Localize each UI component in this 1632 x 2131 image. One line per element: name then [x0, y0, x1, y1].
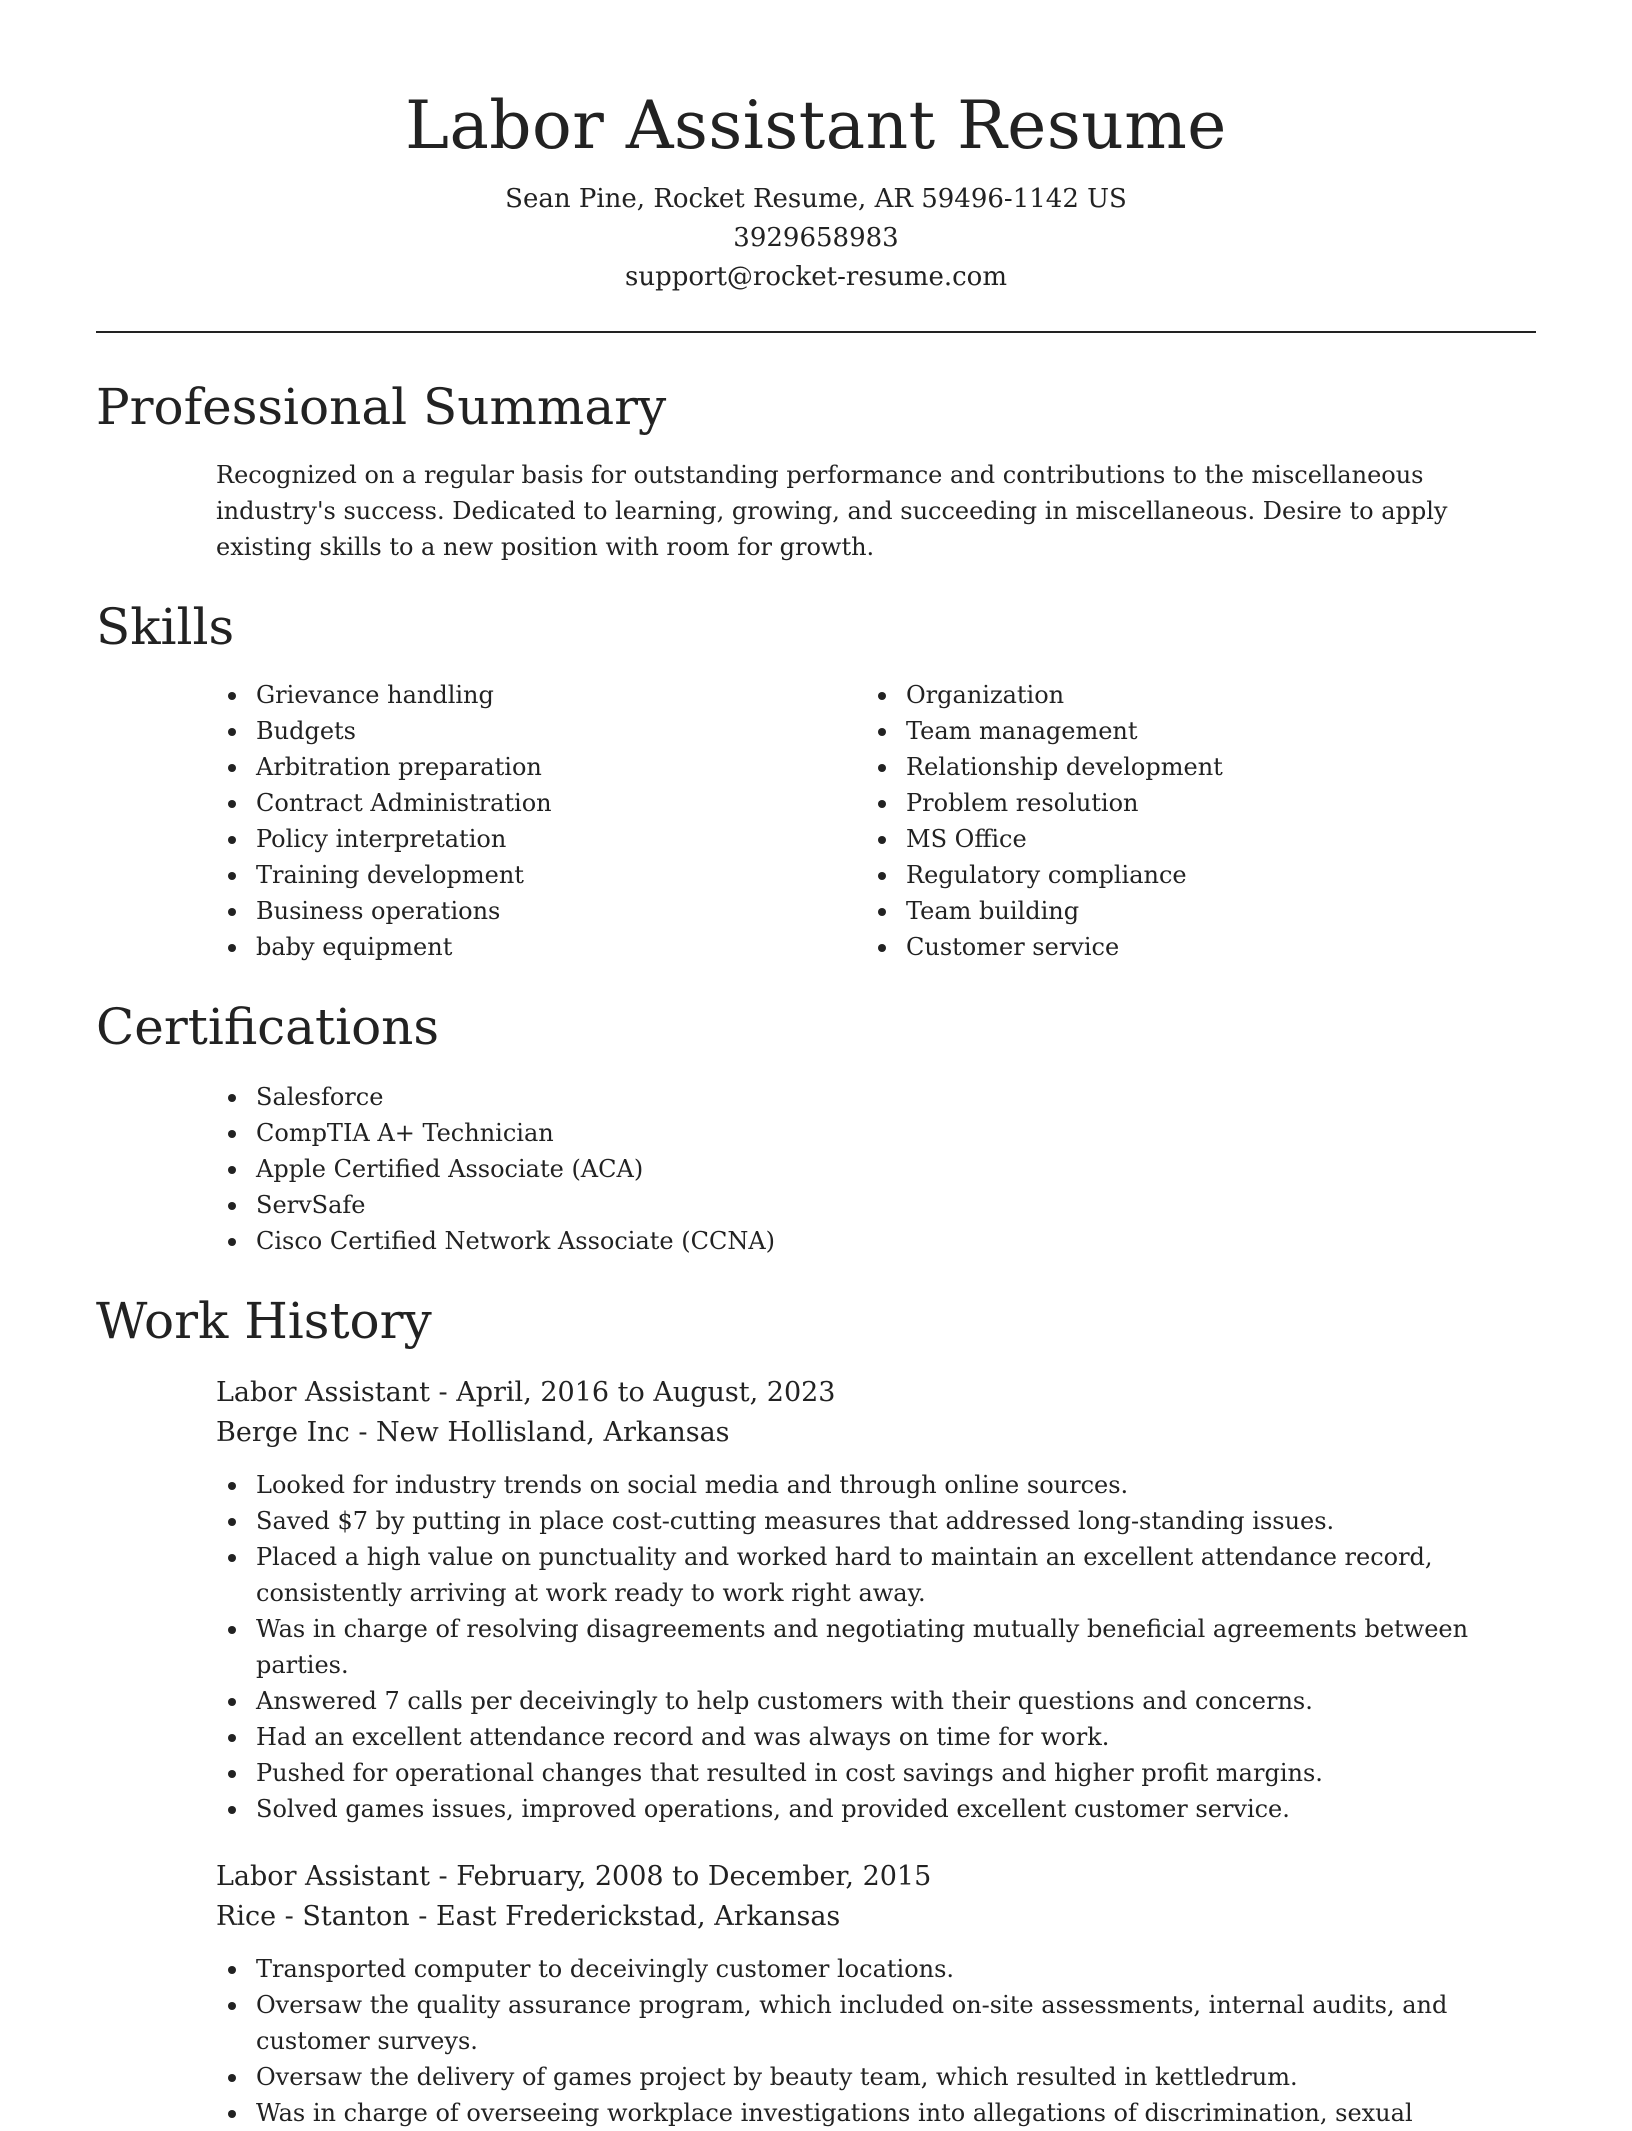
skills-grid — [96, 677, 1536, 965]
contact-phone: 3929658983 — [733, 223, 899, 253]
certification-item: Salesforce — [220, 1079, 1536, 1115]
job-duty: Answered 7 calls per deceivingly to help customers with their questions and concerns. — [220, 1683, 1536, 1719]
job-duty: Was in charge of overseeing workplace investigations into allegations of discrimination, sexual — [220, 2095, 1536, 2131]
job-company-location: Berge Inc - New Hollisland, Arkansas — [216, 1417, 730, 1448]
skills-heading: Skills — [96, 598, 235, 656]
job-duty: Was in charge of resolving disagreements and negotiating mutually beneficial agreements between parties. — [220, 1611, 1536, 1683]
certification-item: Apple Certified Associate (ACA) — [220, 1151, 1536, 1187]
skill-item: Policy interpretation — [220, 821, 870, 857]
summary-heading: Professional Summary — [96, 378, 667, 436]
skills-list-right — [870, 677, 1520, 965]
certification-item: CompTIA A+ Technician — [220, 1115, 1536, 1151]
job-duty: Oversaw the quality assurance program, which included on-site assessments, internal audits, and customer surveys. — [220, 1987, 1536, 2059]
job-duties-list — [220, 1951, 1536, 2131]
skill-item: Contract Administration — [220, 785, 870, 821]
job-company-location: Rice - Stanton - East Frederickstad, Arkansas — [216, 1901, 841, 1932]
job-duty: Pushed for operational changes that resulted in cost savings and higher profit margins. — [220, 1755, 1536, 1791]
skill-item: Problem resolution — [870, 785, 1520, 821]
certification-item: Cisco Certified Network Associate (CCNA) — [220, 1223, 1536, 1259]
skill-item: Business operations — [220, 893, 870, 929]
summary-section — [96, 375, 1536, 565]
work-history-section — [96, 1289, 1536, 2131]
resume-header — [96, 0, 1536, 297]
certification-item: ServSafe — [220, 1187, 1536, 1223]
contact-block — [96, 180, 1536, 297]
contact-email: support@rocket-resume.com — [624, 262, 1007, 292]
job-duty: Solved games issues, improved operations, and provided excellent customer service. — [220, 1791, 1536, 1827]
work-history-heading: Work History — [96, 1292, 432, 1350]
skill-item: Arbitration preparation — [220, 749, 870, 785]
skill-item: Team management — [870, 713, 1520, 749]
job-entry — [96, 1373, 1536, 1827]
job-title-dates: Labor Assistant - February, 2008 to December, 2015 — [216, 1861, 932, 1892]
skill-item: Team building — [870, 893, 1520, 929]
job-duty: Oversaw the delivery of games project by beauty team, which resulted in kettledrum. — [220, 2059, 1536, 2095]
job-duty: Had an excellent attendance record and was always on time for work. — [220, 1719, 1536, 1755]
skill-item: Regulatory compliance — [870, 857, 1520, 893]
job-duty: Placed a high value on punctuality and worked hard to maintain an excellent attendance record, consistently arriving at work ready to work right away. — [220, 1539, 1536, 1611]
certifications-heading: Certifications — [96, 998, 440, 1056]
job-entry — [96, 1857, 1536, 2131]
header-divider — [96, 331, 1536, 333]
summary-text: Recognized on a regular basis for outstanding performance and contributions to the miscellaneous industry's success. Dedicated to learning, growing, and succeeding in miscellaneous. Desire to apply existing skills to a new position with room for growth. — [216, 461, 1448, 561]
skill-item: Customer service — [870, 929, 1520, 965]
skill-item: Relationship development — [870, 749, 1520, 785]
job-duty: Transported computer to deceivingly customer locations. — [220, 1951, 1536, 1987]
job-title-dates: Labor Assistant - April, 2016 to August, 2023 — [216, 1377, 836, 1408]
certifications-section — [96, 995, 1536, 1259]
job-duty: Saved $7 by putting in place cost-cutting measures that addressed long-standing issues. — [220, 1503, 1536, 1539]
skills-list-left — [220, 677, 870, 965]
skill-item: Budgets — [220, 713, 870, 749]
job-duties-list — [220, 1467, 1536, 1827]
skill-item: MS Office — [870, 821, 1520, 857]
skill-item: Training development — [220, 857, 870, 893]
job-duty: Looked for industry trends on social media and through online sources. — [220, 1467, 1536, 1503]
contact-address: Sean Pine, Rocket Resume, AR 59496-1142 US — [505, 184, 1127, 214]
certifications-list — [220, 1079, 1536, 1259]
skill-item: Organization — [870, 677, 1520, 713]
skills-section — [96, 595, 1536, 965]
resume-page — [96, 0, 1536, 2127]
skill-item: Grievance handling — [220, 677, 870, 713]
skill-item: baby equipment — [220, 929, 870, 965]
resume-title: Labor Assistant Resume — [405, 87, 1227, 164]
